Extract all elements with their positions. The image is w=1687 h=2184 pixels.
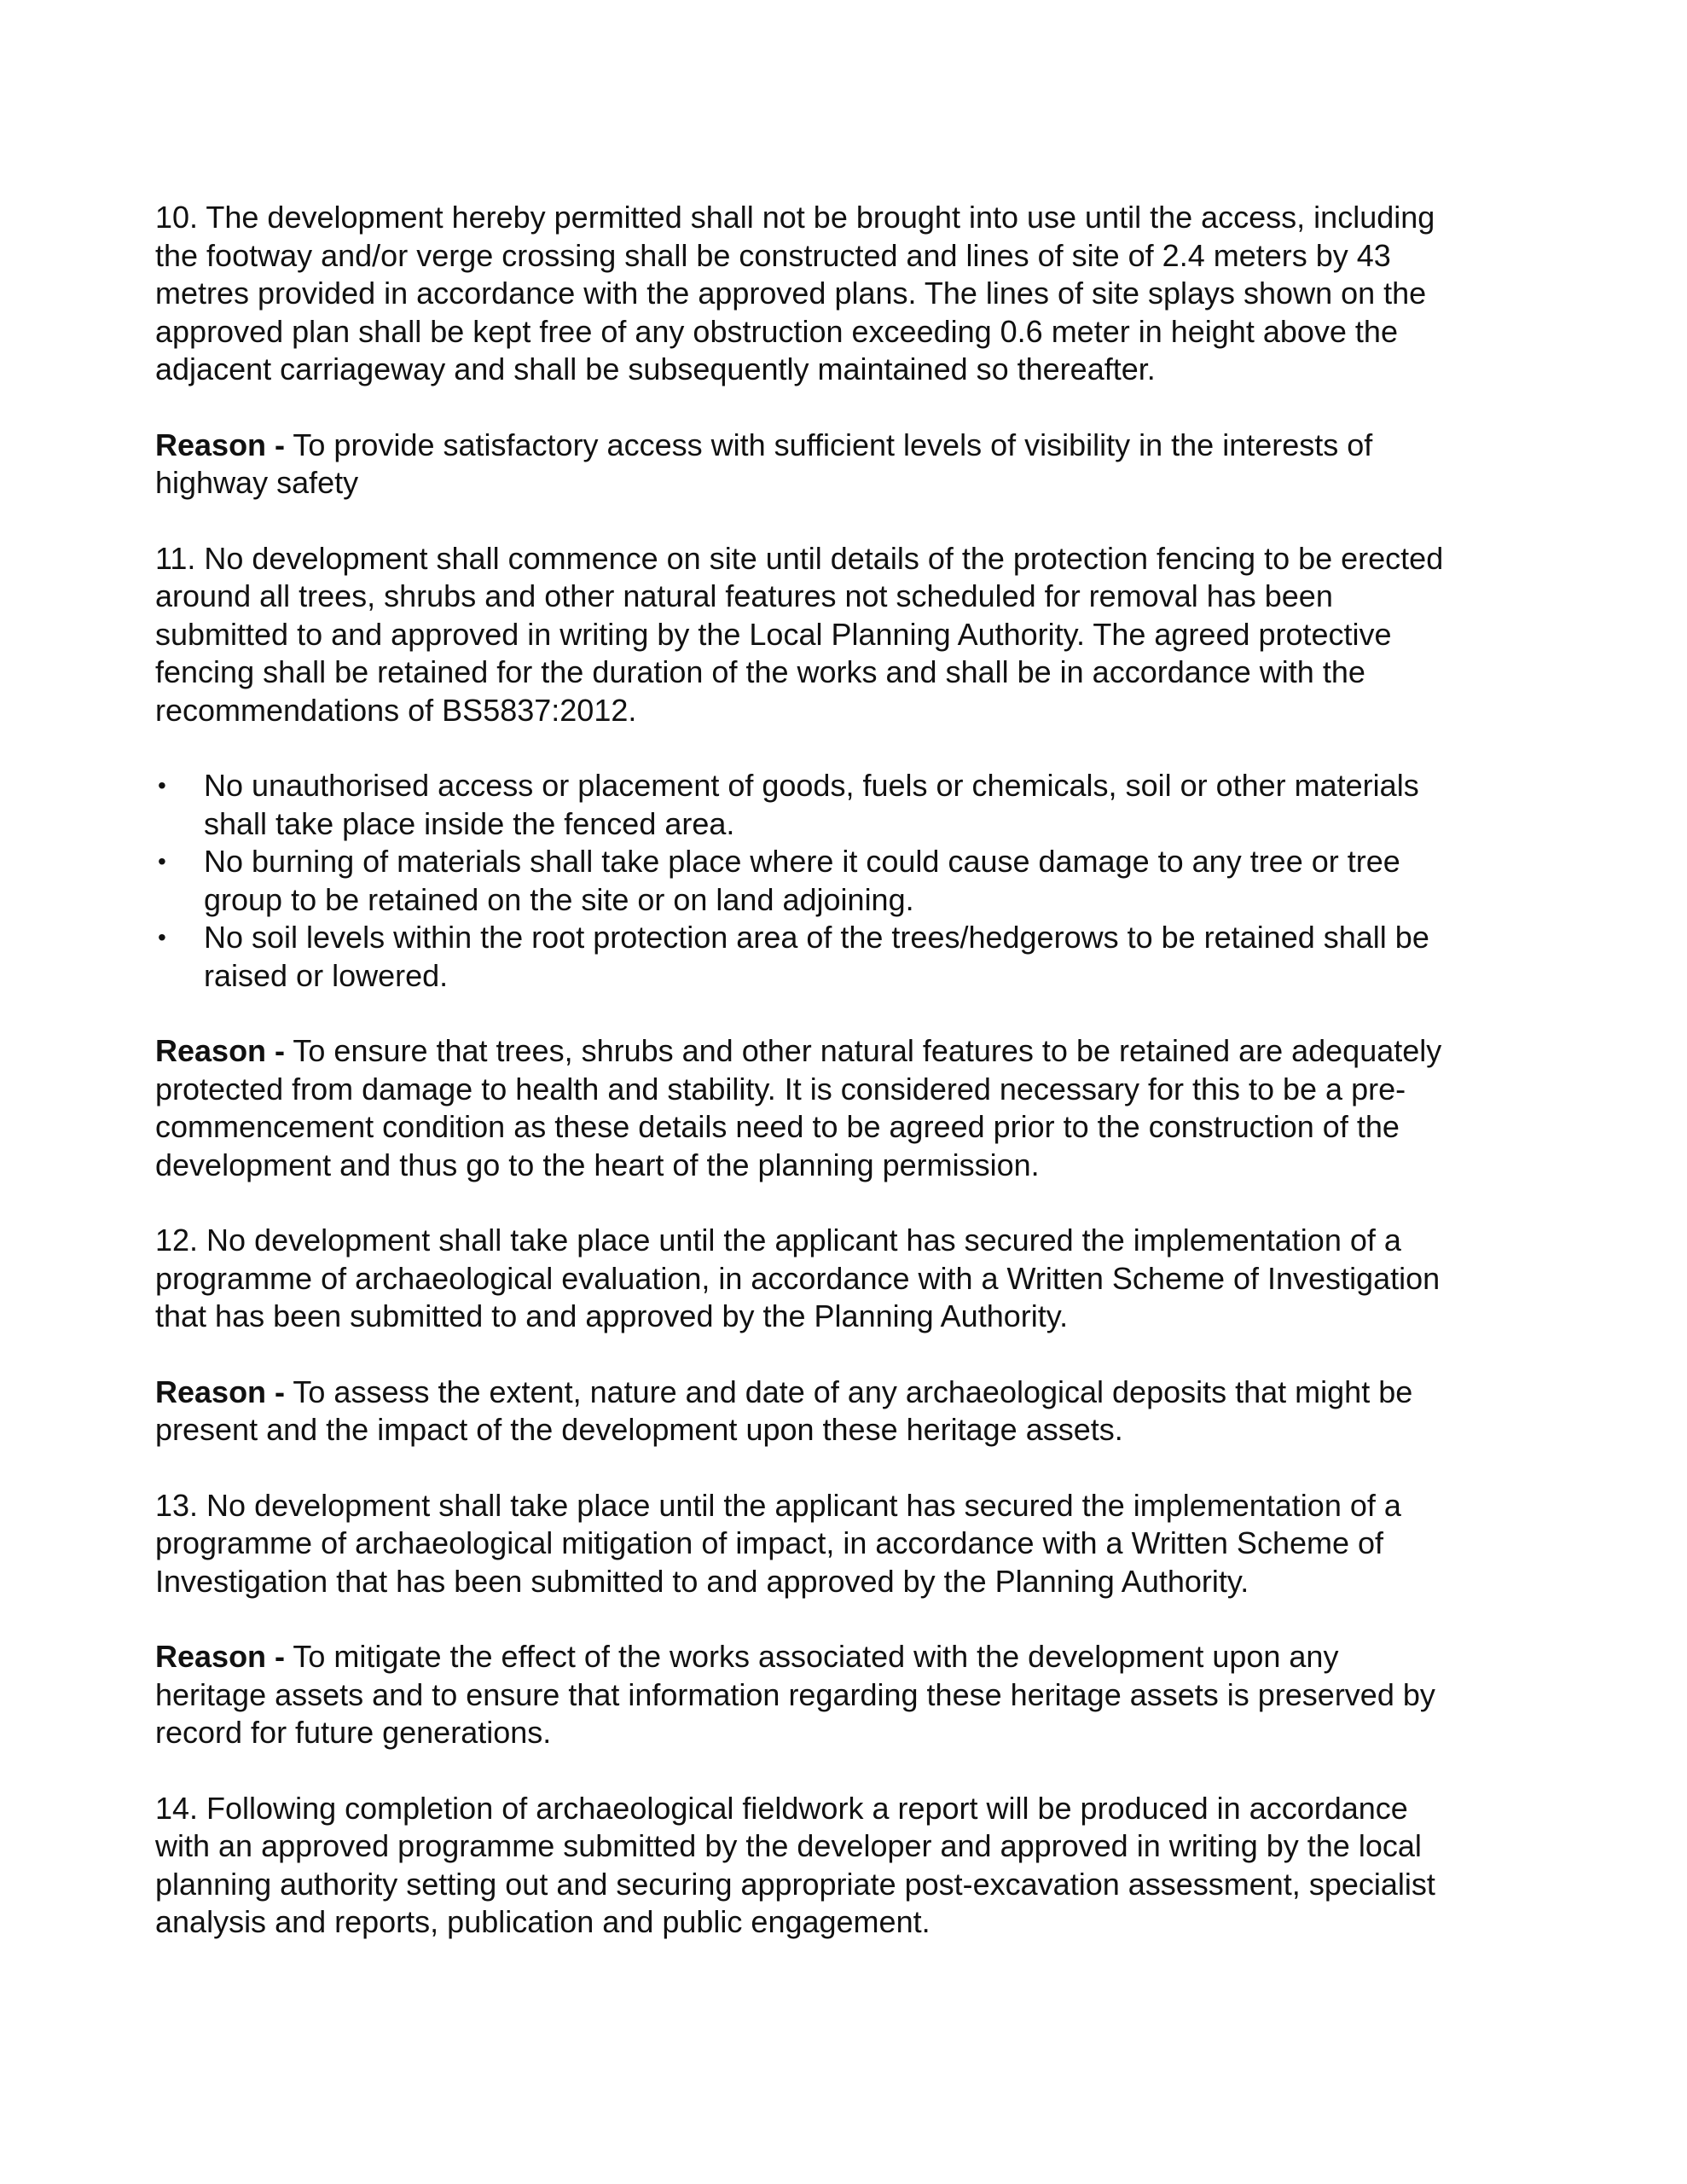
- reason-13-text: To mitigate the effect of the works associated with the development upon any: [285, 1639, 1339, 1674]
- condition-14: [155, 1790, 1554, 1942]
- condition-13: [155, 1487, 1554, 1601]
- condition-14-line: 14. Following completion of archaeological fieldwork a report will be produced in accordance: [155, 1790, 1408, 1826]
- condition-12-line: programme of archaeological evaluation, in accordance with a Written Scheme of Investigation: [155, 1260, 1441, 1296]
- bullet-line: No burning of materials shall take place where it could cause damage to any tree or tree: [204, 844, 1400, 879]
- condition-11-line: 11. No development shall commence on site until details of the protection fencing to be erected: [155, 540, 1444, 576]
- condition-10: [155, 199, 1554, 389]
- reason-10-line: highway safety: [155, 465, 359, 500]
- condition-12-line: that has been submitted to and approved by the Planning Authority.: [155, 1298, 1069, 1333]
- reason-13-line: record for future generations.: [155, 1715, 552, 1750]
- reason-11-line: commencement condition as these details need to be agreed prior to the construction of the: [155, 1109, 1400, 1144]
- reason-10-text: To provide satisfactory access with sufficient levels of visibility in the interests of: [285, 427, 1373, 462]
- condition-10-line: approved plan shall be kept free of any obstruction exceeding 0.6 meter in height above the: [155, 313, 1398, 349]
- bullet-icon: •: [158, 772, 166, 799]
- condition-12: [155, 1222, 1554, 1336]
- reason-12-text: To assess the extent, nature and date of any archaeological deposits that might be: [285, 1374, 1413, 1409]
- reason-13: [155, 1638, 1554, 1752]
- condition-12-line: 12. No development shall take place until the applicant has secured the implementation of a: [155, 1223, 1401, 1258]
- bullet-line: No soil levels within the root protection area of the trees/hedgerows to be retained shall be: [204, 920, 1429, 955]
- reason-13-line: heritage assets and to ensure that information regarding these heritage assets is preserved by: [155, 1676, 1435, 1712]
- reason-12: [155, 1374, 1554, 1449]
- condition-11-line: submitted to and approved in writing by the Local Planning Authority. The agreed protective: [155, 616, 1392, 652]
- condition-11-line: recommendations of BS5837:2012.: [155, 692, 637, 728]
- condition-14-line: with an approved programme submitted by the developer and approved in writing by the local: [155, 1828, 1422, 1863]
- reason-11-text: To ensure that trees, shrubs and other natural features to be retained are adequately: [285, 1033, 1442, 1068]
- condition-10-line: metres provided in accordance with the approved plans. The lines of site splays shown on the: [155, 276, 1427, 311]
- bullet-line: raised or lowered.: [204, 957, 449, 993]
- condition-11: [155, 540, 1554, 730]
- reason-10: [155, 427, 1554, 502]
- reason-label: Reason -: [155, 1639, 286, 1674]
- reason-10-line: [155, 427, 1554, 465]
- condition-10-line: adjacent carriageway and shall be subsequently maintained so thereafter.: [155, 351, 1156, 386]
- condition-14-line: analysis and reports, publication and public engagement.: [155, 1904, 930, 1939]
- bullet-line: No unauthorised access or placement of goods, fuels or chemicals, soil or other materials: [204, 768, 1419, 803]
- reason-11-line: [155, 1032, 1554, 1071]
- reason-12-line: present and the impact of the development upon these heritage assets.: [155, 1412, 1123, 1447]
- reason-label: Reason -: [155, 1374, 286, 1409]
- bullet-icon: •: [158, 924, 166, 950]
- reason-11: [155, 1032, 1554, 1184]
- condition-11-bullet-list: [155, 767, 1554, 995]
- bullet-item: [155, 919, 1554, 995]
- condition-14-line: planning authority setting out and securing appropriate post-excavation assessment, specialist: [155, 1866, 1435, 1902]
- condition-13-line: programme of archaeological mitigation of impact, in accordance with a Written Scheme of: [155, 1525, 1384, 1560]
- bullet-line: shall take place inside the fenced area.: [204, 805, 735, 841]
- condition-11-line: around all trees, shrubs and other natural features not scheduled for removal has been: [155, 578, 1333, 613]
- document-page: [155, 199, 1554, 1979]
- reason-11-line: development and thus go to the heart of the planning permission.: [155, 1147, 1040, 1182]
- condition-13-line: Investigation that has been submitted to and approved by the Planning Authority.: [155, 1563, 1249, 1599]
- reason-label: Reason -: [155, 1033, 286, 1068]
- bullet-item: [155, 843, 1554, 919]
- condition-10-line: 10. The development hereby permitted shall not be brought into use until the access, including: [155, 200, 1435, 235]
- condition-13-line: 13. No development shall take place until the applicant has secured the implementation of a: [155, 1487, 1401, 1523]
- reason-label: Reason -: [155, 427, 286, 462]
- reason-12-line: [155, 1374, 1554, 1412]
- reason-11-line: protected from damage to health and stability. It is considered necessary for this to be a pre-: [155, 1071, 1406, 1107]
- condition-11-line: fencing shall be retained for the duration of the works and shall be in accordance with the: [155, 654, 1365, 689]
- condition-10-line: the footway and/or verge crossing shall be constructed and lines of site of 2.4 meters by 43: [155, 237, 1391, 273]
- bullet-line: group to be retained on the site or on land adjoining.: [204, 881, 914, 917]
- bullet-icon: •: [158, 848, 166, 874]
- reason-13-line: [155, 1638, 1554, 1676]
- bullet-item: [155, 767, 1554, 843]
